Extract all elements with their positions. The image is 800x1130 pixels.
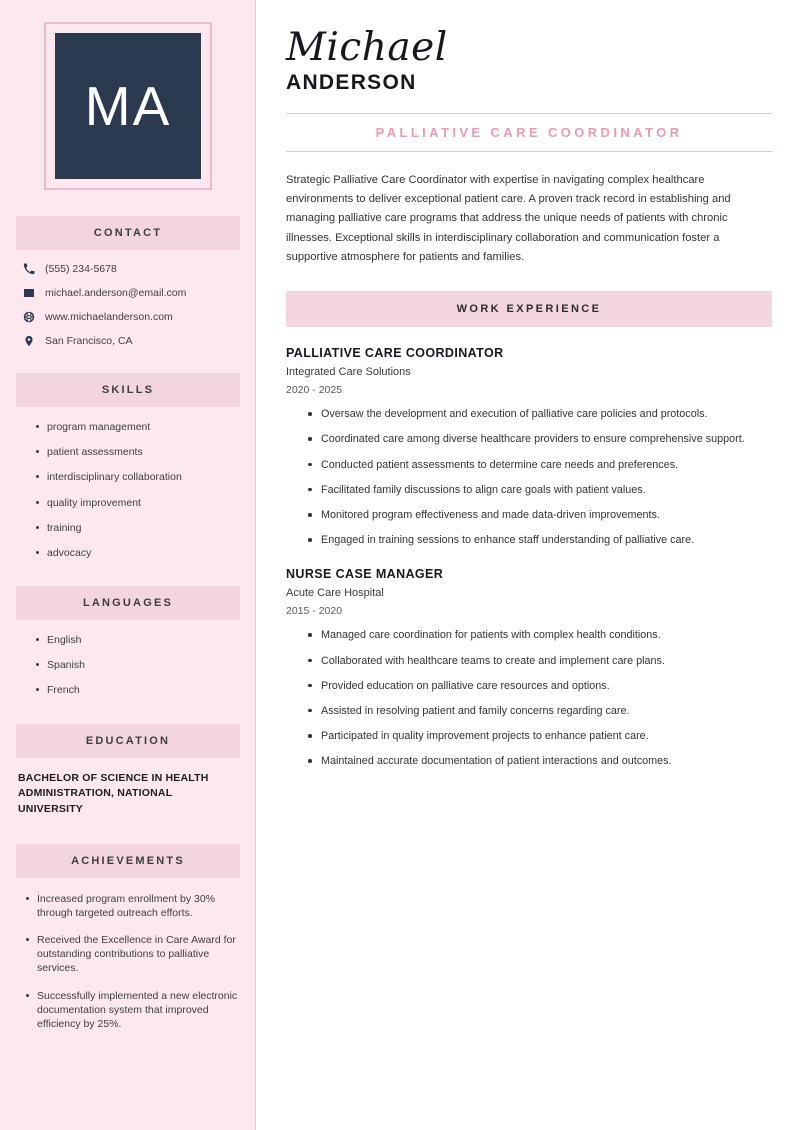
sidebar [0, 0, 256, 1130]
list-item: Spanish [36, 658, 240, 672]
envelope-icon [22, 286, 35, 299]
avatar-frame [44, 22, 212, 190]
avatar-monogram: MA [55, 33, 201, 179]
last-name: ANDERSON [286, 70, 417, 94]
experience-bullets [308, 627, 772, 769]
list-item: Provided education on palliative care resources and options. [308, 678, 772, 694]
list-item: program management [36, 420, 240, 434]
languages-list [36, 633, 240, 698]
contact-phone [22, 262, 240, 275]
list-item: advocacy [36, 546, 240, 560]
contact-email-value: michael.anderson@email.com [45, 286, 187, 299]
contact-website-value: www.michaelanderson.com [45, 310, 173, 323]
contact-website [22, 310, 240, 323]
experience-company: Integrated Care Solutions [286, 366, 411, 379]
contact-heading: CONTACT [16, 216, 240, 250]
achievements-heading: ACHIEVEMENTS [16, 844, 240, 878]
list-item: English [36, 633, 240, 647]
contact-location-value: San Francisco, CA [45, 334, 133, 347]
work-experience-heading: WORK EXPERIENCE [286, 291, 772, 327]
experience-bullets [308, 406, 772, 548]
list-item: Assisted in resolving patient and family concerns regarding care. [308, 703, 772, 719]
skills-heading: SKILLS [16, 373, 240, 407]
experience-entry [286, 346, 772, 548]
location-pin-icon [22, 334, 35, 347]
list-item: interdisciplinary collaboration [36, 470, 240, 484]
languages-heading: LANGUAGES [16, 586, 240, 620]
professional-summary: Strategic Palliative Care Coordinator with expertise in navigating complex healthcare environments to deliver exceptional patient care. A proven track record in establishing and managing palliative care programs that address the unique needs of patients with chronic illnesses. Exceptional skills in interdisciplinary collaboration and communication foster a supportive atmosphere for patients and families. [286, 173, 731, 263]
list-item: patient assessments [36, 445, 240, 459]
experience-entry [286, 567, 772, 769]
achievements-list [26, 892, 240, 1031]
experience-title: PALLIATIVE CARE COORDINATOR [286, 346, 504, 361]
contact-email [22, 286, 240, 299]
list-item: Collaborated with healthcare teams to create and implement care plans. [308, 653, 772, 669]
list-item: training [36, 521, 240, 535]
phone-icon [22, 262, 35, 275]
education-heading: EDUCATION [16, 724, 240, 758]
list-item: Received the Excellence in Care Award for outstanding contributions to palliative services. [26, 933, 240, 976]
experience-title: NURSE CASE MANAGER [286, 567, 444, 582]
experience-dates: 2015 - 2020 [286, 605, 343, 618]
contact-list [16, 262, 240, 347]
list-item: Increased program enrollment by 30% through targeted outreach efforts. [26, 892, 240, 920]
experience-dates: 2020 - 2025 [286, 384, 343, 397]
skills-list [36, 420, 240, 560]
education-entry: BACHELOR OF SCIENCE IN HEALTH ADMINISTRATION, NATIONAL UNIVERSITY [18, 771, 209, 816]
list-item: French [36, 683, 240, 697]
list-item: quality improvement [36, 496, 240, 510]
contact-phone-value: (555) 234-5678 [45, 262, 117, 275]
list-item: Coordinated care among diverse healthcare providers to ensure comprehensive support. [308, 431, 772, 447]
experience-company: Acute Care Hospital [286, 587, 384, 600]
list-item: Participated in quality improvement projects to enhance patient care. [308, 728, 772, 744]
list-item: Managed care coordination for patients with complex health conditions. [308, 627, 772, 643]
contact-location [22, 334, 240, 347]
globe-icon [22, 310, 35, 323]
list-item: Monitored program effectiveness and made data-driven improvements. [308, 507, 772, 523]
list-item: Conducted patient assessments to determine care needs and preferences. [308, 457, 772, 473]
list-item: Facilitated family discussions to align care goals with patient values. [308, 482, 772, 498]
main-content [256, 0, 800, 1130]
first-name: Michael [286, 25, 448, 70]
list-item: Maintained accurate documentation of patient interactions and outcomes. [308, 753, 772, 769]
list-item: Engaged in training sessions to enhance staff understanding of palliative care. [308, 532, 772, 548]
list-item: Successfully implemented a new electronic documentation system that improved efficiency by 25%. [26, 989, 240, 1032]
list-item: Oversaw the development and execution of palliative care policies and protocols. [308, 406, 772, 422]
job-title-banner: PALLIATIVE CARE COORDINATOR [286, 113, 772, 152]
page-title [286, 25, 772, 95]
